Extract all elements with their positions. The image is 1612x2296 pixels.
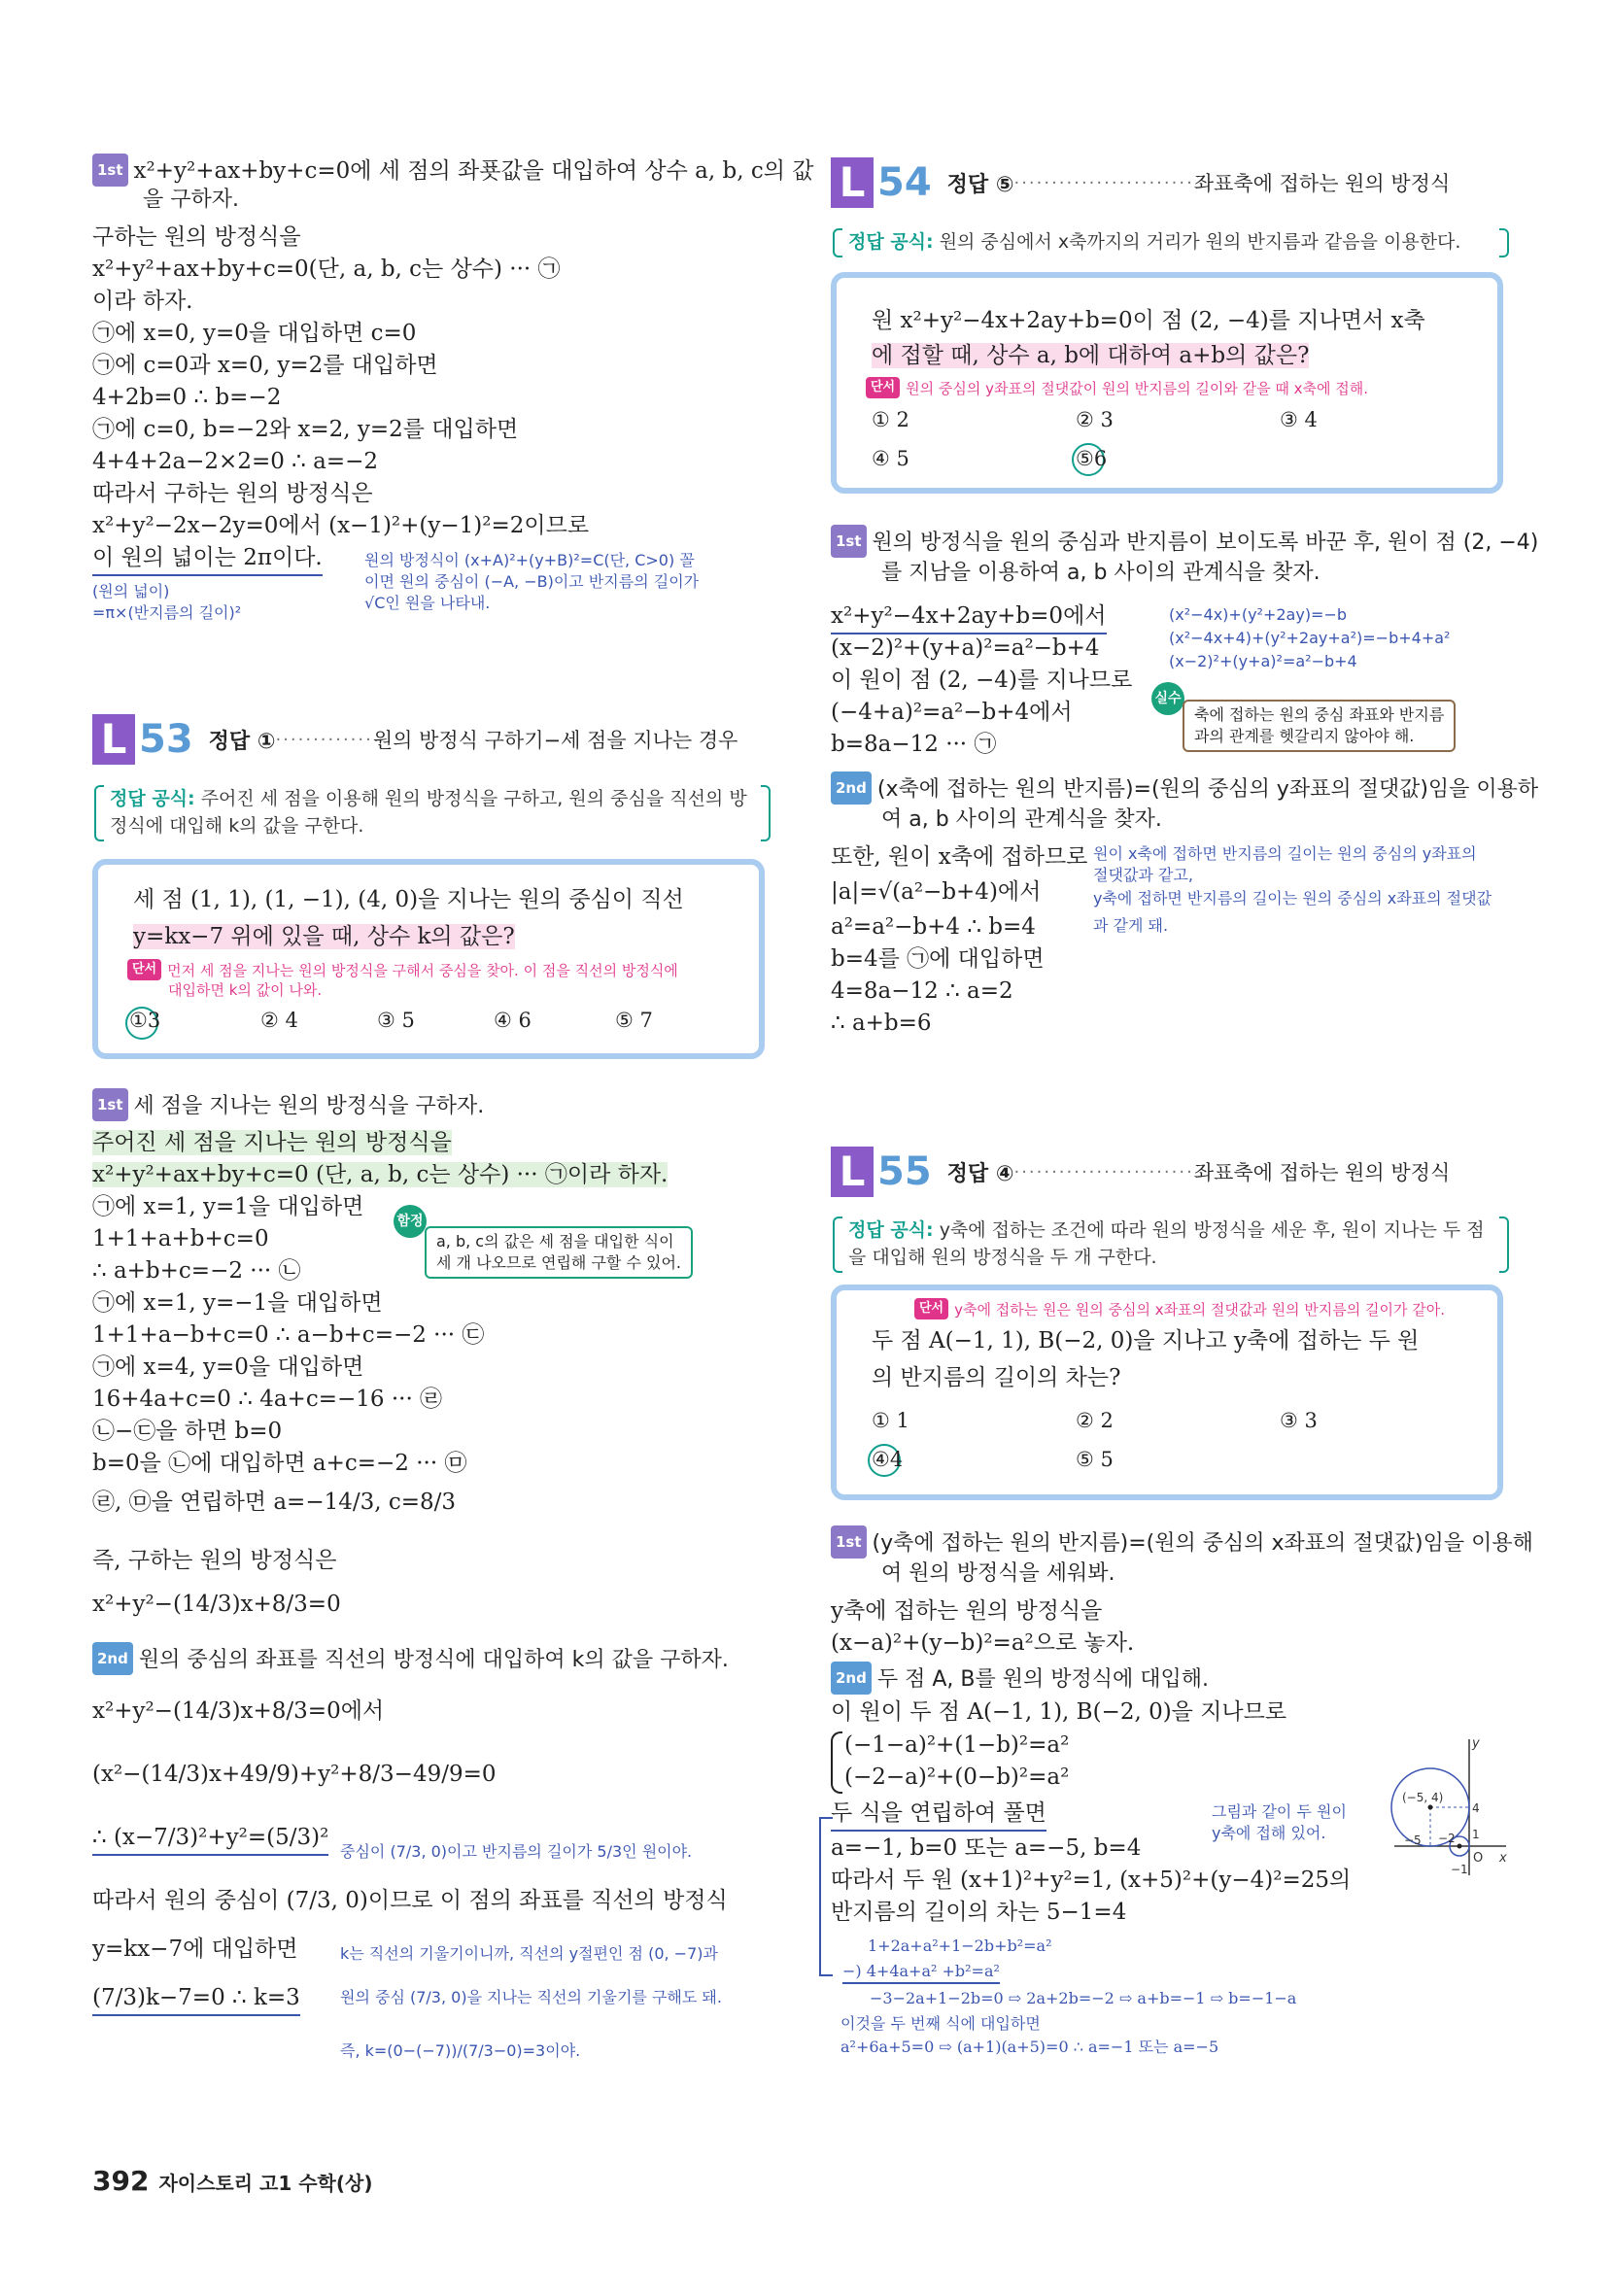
sol-line: ㉠에 x=4, y=0을 대입하면 <box>92 1354 364 1380</box>
note-k: 원의 중심 (7/3, 0)을 지나는 직선의 기울기를 구해도 돼. <box>340 1988 722 2006</box>
sol-line: 이 원이 두 점 A(−1, 1), B(−2, 0)을 지나므로 <box>831 1699 1287 1725</box>
note-k: k는 직선의 기울기이니까, 직선의 y절편인 점 (0, −7)과 <box>340 1944 718 1963</box>
note-eq: 이면 원의 중심이 (−A, −B)이고 반지름의 길이가 <box>364 572 700 591</box>
topic-label: 좌표축에 접하는 원의 방정식 <box>1193 172 1451 195</box>
sol-line: ㉠에 x=1, y=−1을 대입하면 <box>92 1290 383 1316</box>
option-4[interactable]: ④ 6 <box>494 1009 532 1032</box>
answer-label: 정답 ⑤ <box>946 172 1014 197</box>
sol-line: 즉, 구하는 원의 방정식은 <box>92 1548 337 1573</box>
sol-line: 이 원이 점 (2, −4)를 지나므로 <box>831 668 1133 693</box>
sol-line: x²+y²−(14/3)x+8/3=0 <box>92 1592 341 1617</box>
fig-label: −5 <box>1404 1833 1422 1847</box>
prev-line: 4+2b=0 ∴ b=−2 <box>92 385 282 410</box>
l54-step1: 1st 원의 방정식을 원의 중심과 반지름이 보이도록 바꾼 후, 원이 점 (2, −4) <box>831 525 1538 559</box>
option-4[interactable]: ④4 <box>872 1448 904 1471</box>
mistake-box: 축에 접하는 원의 중심 좌표와 반지름 과의 관계를 헷갈리지 않아야 해. <box>1183 700 1456 752</box>
sol-line: 4=8a−12 ∴ a=2 <box>831 978 1013 1004</box>
fig-label: (−5, 4) <box>1402 1791 1444 1804</box>
l53-step1: 1st 세 점을 지나는 원의 방정식을 구하자. <box>92 1088 484 1122</box>
prev-line: 구하는 원의 방정식을 <box>92 224 301 250</box>
sol-line: (x−a)²+(y−b)²=a²으로 놓자. <box>831 1630 1135 1656</box>
fig-label: −2 <box>1438 1832 1456 1845</box>
hint: 단서 원의 중심의 y좌표의 절댓값이 원의 반지름의 길이와 같을 때 x축에 접해. <box>866 377 1368 398</box>
calc-line: a²+6a+5=0 ⇨ (a+1)(a+5)=0 ∴ a=−1 또는 a=−5 <box>840 2038 1219 2056</box>
prev-line: 4+4+2a−2×2=0 ∴ a=−2 <box>92 449 379 474</box>
sol-line: a²=a²−b+4 ∴ b=4 <box>831 914 1036 940</box>
sol-line: x²+y²−(14/3)x+8/3=0에서 <box>92 1698 385 1724</box>
prev-line: x²+y²+ax+by+c=0(단, a, b, c는 상수) ··· ㉠ <box>92 257 561 282</box>
calc-line: −3−2a+1−2b=0 ⇨ 2a+2b=−2 ⇨ a+b=−1 ⇨ b=−1−a <box>870 1989 1297 2007</box>
sol-line: 1+1+a−b+c=0 ∴ a−b+c=−2 ··· ㉢ <box>92 1322 485 1348</box>
sol-line: x²+y²−4x+2ay+b=0에서 <box>831 600 1107 634</box>
option-2[interactable]: ② 2 <box>1076 1409 1114 1432</box>
topic-label: 원의 방정식 구하기−세 점을 지나는 경우 <box>372 729 738 752</box>
prev-line: ㉠에 x=0, y=0을 대입하면 c=0 <box>92 321 417 346</box>
problem-text: 세 점 (1, 1), (1, −1), (4, 0)을 지나는 원의 중심이 직선 <box>133 887 684 912</box>
calc-line: −) 4+4a+a² +b²=a² <box>842 1961 1000 1984</box>
l53-formula: 정답 공식: 주어진 세 점을 이용해 원의 방정식을 구하고, 원의 중심을 직선의 방 정식에 대입해 k의 값을 구한다. <box>102 785 763 841</box>
prev-line: 이라 하자. <box>92 289 193 314</box>
note-k: 즉, k=(0−(−7))/(7/3−0)=3이야. <box>340 2041 581 2060</box>
sol-line: (x²−(14/3)x+49/9)+y²+8/3−49/9=0 <box>92 1762 497 1787</box>
l55-problem-box <box>831 1285 1503 1500</box>
sol-line: ㉠에 x=1, y=1을 대입하면 <box>92 1194 364 1219</box>
center-point <box>1428 1805 1433 1810</box>
problem-text: 두 점 A(−1, 1), B(−2, 0)을 지나고 y축에 접하는 두 원 <box>872 1328 1420 1354</box>
calc-line: 이것을 두 번째 식에 대입하면 <box>840 2014 1041 2033</box>
fig-label: 1 <box>1472 1828 1480 1841</box>
sol-line: ∴ a+b=6 <box>831 1011 932 1036</box>
sol-line: 따라서 두 원 (x+1)²+y²=1, (x+5)²+(y−4)²=25의 <box>831 1868 1352 1893</box>
sol-line: 16+4a+c=0 ∴ 4a+c=−16 ··· ㉣ <box>92 1387 443 1412</box>
note-area: =π×(반지름의 길이)² <box>92 603 242 622</box>
note-axis: 원이 x축에 접하면 반지름의 길이는 원의 중심의 y좌표의 <box>1093 844 1477 863</box>
fig-label: O <box>1473 1851 1484 1866</box>
problem-number: 53 <box>139 717 193 762</box>
l54-formula: 정답 공식: 원의 중심에서 x축까지의 거리가 원의 반지름과 같음을 이용한다. <box>840 228 1501 257</box>
note-eq: 원의 방정식이 (x+A)²+(y+B)²=C(단, C>0) 꼴 <box>364 551 695 569</box>
l54-step2: 2nd (x축에 접하는 원의 반지름)=(원의 중심의 y좌표의 절댓값)임을 이용하 <box>831 771 1538 805</box>
prev-step1b: 을 구하자. <box>143 188 239 212</box>
sol-line: y축에 접하는 원의 방정식을 <box>831 1598 1103 1624</box>
problem-text: y=kx−7 위에 있을 때, 상수 k의 값은? <box>133 924 515 949</box>
option-5[interactable]: ⑤6 <box>1076 447 1108 470</box>
option-5[interactable]: ⑤ 7 <box>615 1009 653 1032</box>
prev-line: ㉠에 c=0, b=−2와 x=2, y=2를 대입하면 <box>92 417 519 442</box>
l-badge: L <box>92 714 135 765</box>
note-eq: √C인 원을 나타내. <box>364 594 491 612</box>
sol-line: b=0을 ㉡에 대입하면 a+c=−2 ··· ㉤ <box>92 1451 467 1476</box>
option-4[interactable]: ④ 5 <box>872 447 909 470</box>
trap-badge: 함정 <box>394 1205 427 1238</box>
note-area: (원의 넓이) <box>92 582 170 600</box>
brace <box>831 1731 842 1794</box>
sol-line: y=kx−7에 대입하면 <box>92 1936 298 1962</box>
l55-formula: 정답 공식: y축에 접하는 조건에 따라 원의 방정식을 세운 후, 원이 지나는 두 점 을 대입해 원의 방정식을 두 개 구한다. <box>840 1217 1501 1273</box>
note-transform: (x²−4x)+(y²+2ay)=−b <box>1169 605 1348 624</box>
page-footer <box>92 2165 372 2197</box>
option-1[interactable]: ① 2 <box>872 408 909 431</box>
option-1[interactable]: ①3 <box>129 1009 161 1032</box>
l53-step2: 2nd 원의 중심의 좌표를 직선의 방정식에 대입하여 k의 값을 구하자. <box>92 1642 729 1676</box>
fig-label: −1 <box>1451 1863 1468 1876</box>
sol-line: 따라서 원의 중심이 (7/3, 0)이므로 이 점의 좌표를 직선의 방정식 <box>92 1888 728 1913</box>
sol-line: ∴ a+b+c=−2 ··· ㉡ <box>92 1258 301 1284</box>
sol-line: ∴ (x−7/3)²+y²=(5/3)² <box>92 1822 328 1856</box>
l53-problem-box <box>92 859 765 1059</box>
book-title: 자이스토리 고1 수학(상) <box>158 2172 373 2195</box>
sol-line: ㉣, ㉤을 연립하면 a=−14/3, c=8/3 <box>92 1490 457 1515</box>
problem-text: 의 반지름의 길이의 차는? <box>872 1365 1121 1390</box>
prev-line: 이 원의 넓이는 2π이다. <box>92 542 323 576</box>
sol-line: ㉡−㉢을 하면 b=0 <box>92 1419 283 1444</box>
hint: 단서 y축에 접하는 원은 원의 중심의 x좌표의 절댓값과 원의 반지름의 길이가 같아. <box>914 1298 1445 1319</box>
options <box>872 408 1493 486</box>
sol-line: b=4를 ㉠에 대입하면 <box>831 946 1045 972</box>
sol-line: (−1−a)²+(1−b)²=a² <box>844 1732 1070 1758</box>
fig-label: y <box>1472 1736 1480 1751</box>
option-3[interactable]: ③ 5 <box>377 1009 415 1032</box>
sol-line: (x−2)²+(y+a)²=a²−b+4 <box>831 635 1100 661</box>
note-axis: y축에 접하면 반지름의 길이는 원의 중심의 x좌표의 절댓값 <box>1093 889 1492 908</box>
answer-label: 정답 ① <box>208 729 276 754</box>
fig-label: x <box>1499 1851 1507 1866</box>
sol-line: 반지름의 길이의 차는 5−1=4 <box>831 1900 1127 1925</box>
problem-number: 55 <box>877 1149 932 1194</box>
hint: 단서 먼저 세 점을 지나는 원의 방정식을 구해서 중심을 찾아. 이 점을 직선의 방정식에 대입하면 k의 값이 나와. <box>127 959 678 1000</box>
l-badge: L <box>831 1147 874 1197</box>
prev-line: ㉠에 c=0과 x=0, y=2를 대입하면 <box>92 353 438 378</box>
problem-number: 54 <box>877 160 932 205</box>
sol-line: x²+y²+ax+by+c=0 (단, a, b, c는 상수) ··· ㉠이라 하자. <box>92 1162 669 1187</box>
l54-problem-box <box>831 272 1503 494</box>
l54-step1b: 를 지남을 이용하여 a, b 사이의 관계식을 찾자. <box>881 561 1320 585</box>
calc-connector <box>819 1817 833 1976</box>
sol-line: 두 식을 연립하여 풀면 <box>831 1798 1046 1832</box>
l55-step1: 1st (y축에 접하는 원의 반지름)=(원의 중심의 x좌표의 절댓값)임을 이용해 <box>831 1525 1533 1559</box>
option-3[interactable]: ③ 3 <box>1280 1409 1318 1432</box>
prev-line: x²+y²−2x−2y=0에서 (x−1)²+(y−1)²=2이므로 <box>92 513 590 538</box>
sol-line: 또한, 원이 x축에 접하므로 <box>831 844 1088 870</box>
l55-step1b: 여 원의 방정식을 세워봐. <box>881 1561 1115 1586</box>
problem-text: 에 접할 때, 상수 a, b에 대하여 a+b의 값은? <box>872 343 1310 368</box>
mistake-badge: 실수 <box>1151 682 1184 715</box>
note-figure: 그림과 같이 두 원이 <box>1212 1802 1347 1821</box>
note-axis: 절댓값과 같고, <box>1093 866 1193 884</box>
option-2[interactable]: ② 3 <box>1076 408 1114 431</box>
center-point <box>1458 1844 1462 1849</box>
l53-header: L 53 정답 ①·············원의 방정식 구하기−세 점을 지나는 경우 <box>92 714 737 765</box>
sol-line: b=8a−12 ··· ㉠ <box>831 732 997 757</box>
trap-box: a, b, c의 값은 세 점을 대입한 식이 세 개 나오므로 연립해 구할 수 있어. <box>425 1226 693 1279</box>
option-2[interactable]: ② 4 <box>260 1009 298 1032</box>
sol-line: (−2−a)²+(0−b)²=a² <box>844 1765 1070 1790</box>
l-badge: L <box>831 157 874 208</box>
note-transform: (x−2)²+(y+a)²=a²−b+4 <box>1169 652 1357 670</box>
l54-header: L 54 정답 ⑤························좌표축에 접하는 원의 방정식 <box>831 157 1450 208</box>
l54-step2b: 여 a, b 사이의 관계식을 찾자. <box>881 807 1162 832</box>
sol-line: 주어진 세 점을 지나는 원의 방정식을 <box>92 1130 452 1155</box>
note-center: 중심이 (7/3, 0)이고 반지름의 길이가 5/3인 원이야. <box>340 1842 693 1861</box>
prev-line: 따라서 구하는 원의 방정식은 <box>92 481 373 506</box>
option-1[interactable]: ① 1 <box>872 1409 909 1432</box>
note-axis: 과 같게 돼. <box>1093 916 1169 935</box>
sol-line: a=−1, b=0 또는 a=−5, b=4 <box>831 1835 1142 1861</box>
prev-step1: 1st x²+y²+ax+by+c=0에 세 점의 좌푯값을 대입하여 상수 a, b, c의 값 <box>92 154 813 188</box>
problem-text: 원 x²+y²−4x+2ay+b=0이 점 (2, −4)를 지나면서 x축 <box>872 308 1425 333</box>
sol-line: (−4+a)²=a²−b+4에서 <box>831 700 1073 725</box>
answer-label: 정답 ④ <box>946 1161 1014 1186</box>
l55-header: L 55 정답 ④························좌표축에 접하는 원의 방정식 <box>831 1147 1450 1197</box>
option-3[interactable]: ③ 4 <box>1280 408 1318 431</box>
option-5[interactable]: ⑤ 5 <box>1076 1448 1114 1471</box>
sol-line: 1+1+a+b+c=0 <box>92 1226 269 1251</box>
page-number: 392 <box>92 2165 150 2197</box>
note-transform: (x²−4x+4)+(y²+2ay+a²)=−b+4+a² <box>1169 629 1451 647</box>
l55-step2: 2nd 두 점 A, B를 원의 방정식에 대입해. <box>831 1662 1209 1696</box>
step-tag-1st: 1st <box>92 154 128 187</box>
fig-label: 4 <box>1472 1801 1480 1815</box>
options <box>872 1409 1493 1487</box>
circle-figure <box>1375 1730 1511 1885</box>
calc-line: 1+2a+a²+1−2b+b²=a² <box>868 1936 1052 1955</box>
sol-line: |a|=√(a²−b+4)에서 <box>831 879 1042 905</box>
topic-label: 좌표축에 접하는 원의 방정식 <box>1193 1161 1451 1184</box>
sol-line: (7/3)k−7=0 ∴ k=3 <box>92 1982 300 2016</box>
note-figure: y축에 접해 있어. <box>1212 1824 1326 1842</box>
